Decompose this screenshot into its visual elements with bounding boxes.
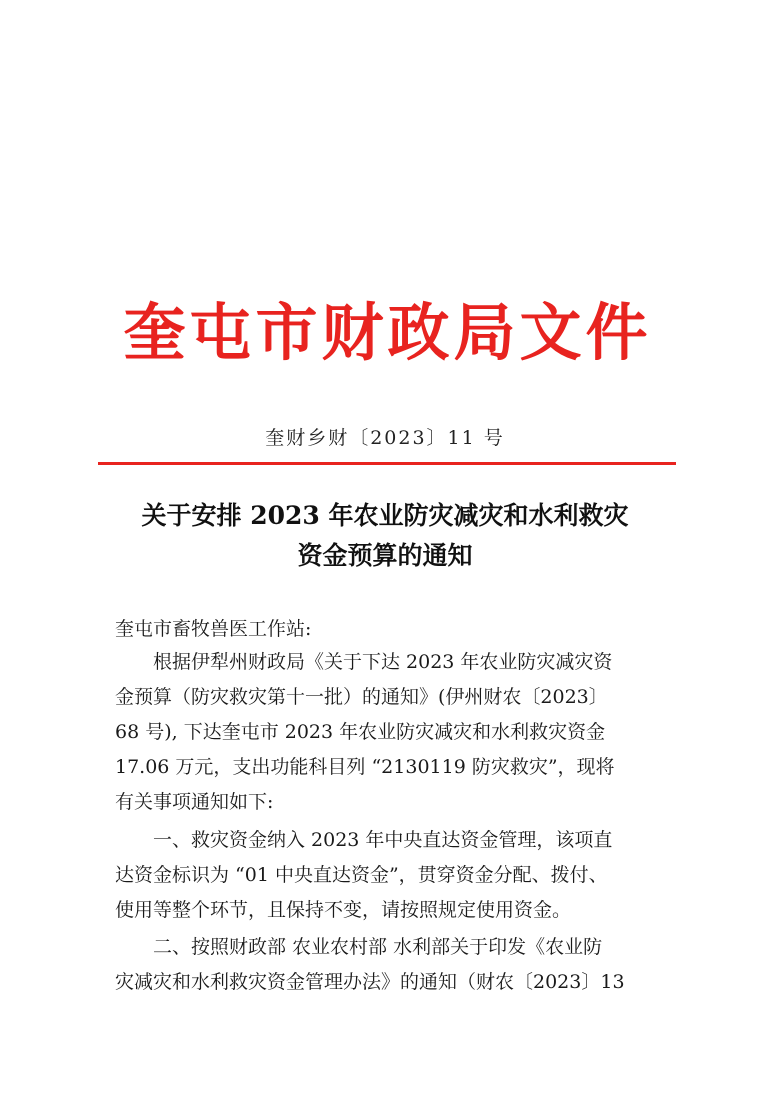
paragraph-3 [115,930,675,1000]
masthead [95,288,680,378]
paragraph-2 [115,823,675,928]
paragraph-line: 灾减灾和水利救灾资金管理办法》的通知（财农〔2023〕13 [115,971,625,993]
paragraph-line: 根据伊犁州财政局《关于下达 2023 年农业防灾减灾资 [153,651,613,673]
title-line-1: 关于安排 2023 年农业防灾减灾和水利救灾 [141,501,629,530]
paragraph-line: 达资金标识为 “01 中央直达资金”，贯穿资金分配、拨付、 [115,864,608,886]
document-number: 奎财乡财〔2023〕11 号 [265,427,505,449]
paragraph-line: 17.06 万元，支出功能科目列 “2130119 防灾救灾”，现将 [115,756,615,778]
paragraph-line: 金预算（防灾救灾第十一批）的通知》(伊州财农〔2023〕 [115,686,608,708]
red-separator-line [98,462,676,465]
paragraph-1 [115,645,675,820]
title-line-2: 资金预算的通知 [297,541,473,570]
paragraph-line: 一、救灾资金纳入 2023 年中央直达资金管理，该项直 [153,829,613,851]
paragraph-line: 68 号), 下达奎屯市 2023 年农业防灾减灾和水利救灾资金 [115,721,606,743]
paragraph-line: 有关事项通知如下: [115,791,274,813]
paragraph-line: 使用等整个环节，且保持不变，请按照规定使用资金。 [115,899,572,921]
salutation: 奎屯市畜牧兽医工作站: [115,618,312,640]
masthead-title: 奎屯市财政局文件 [123,296,652,369]
document-title [0,496,770,576]
paragraph-line: 二、按照财政部 农业农村部 水利部关于印发《农业防 [153,936,603,958]
